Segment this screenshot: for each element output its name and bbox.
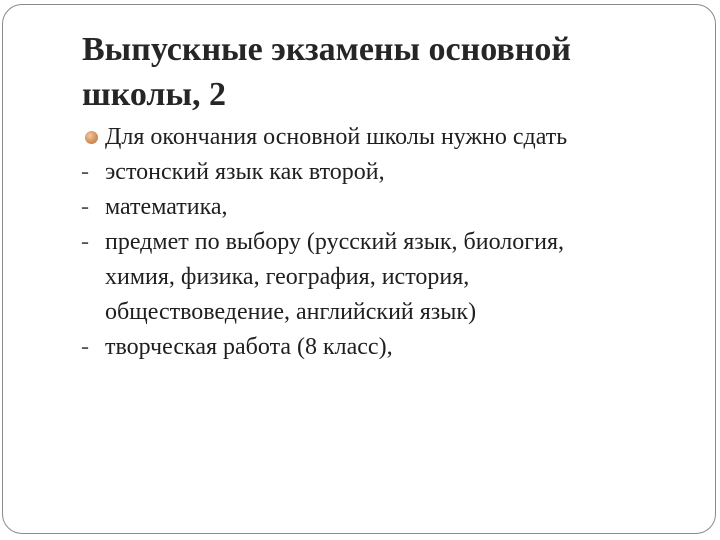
title-line-2: школы, 2 <box>82 76 227 113</box>
dot-bullet-icon <box>85 131 98 144</box>
dash-bullet: - <box>81 334 89 360</box>
title-line-1: Выпускные экзамены основной <box>82 31 571 68</box>
list-item-text: эстонский язык как второй, <box>105 159 385 185</box>
list-item-continuation <box>3 295 717 330</box>
list-item-continuation <box>3 260 717 295</box>
slide-title <box>82 27 682 117</box>
list-item-text: Для окончания основной школы нужно сдать <box>105 124 568 150</box>
slide-content <box>3 120 717 365</box>
dash-bullet: - <box>81 194 89 220</box>
list-item-text: химия, физика, география, история, <box>105 264 470 290</box>
slide-frame <box>2 4 716 534</box>
list-item <box>3 330 717 365</box>
list-item <box>3 155 717 190</box>
list-item-text: творческая работа (8 класс), <box>105 334 393 360</box>
list-item-text: обществоведение, английский язык) <box>105 299 477 325</box>
list-item <box>3 225 717 260</box>
list-item <box>3 120 717 155</box>
list-item <box>3 190 717 225</box>
dash-bullet: - <box>81 229 89 255</box>
list-item-text: предмет по выбору (русский язык, биология, <box>105 229 564 255</box>
dash-bullet: - <box>81 159 89 185</box>
list-item-text: математика, <box>105 194 228 220</box>
